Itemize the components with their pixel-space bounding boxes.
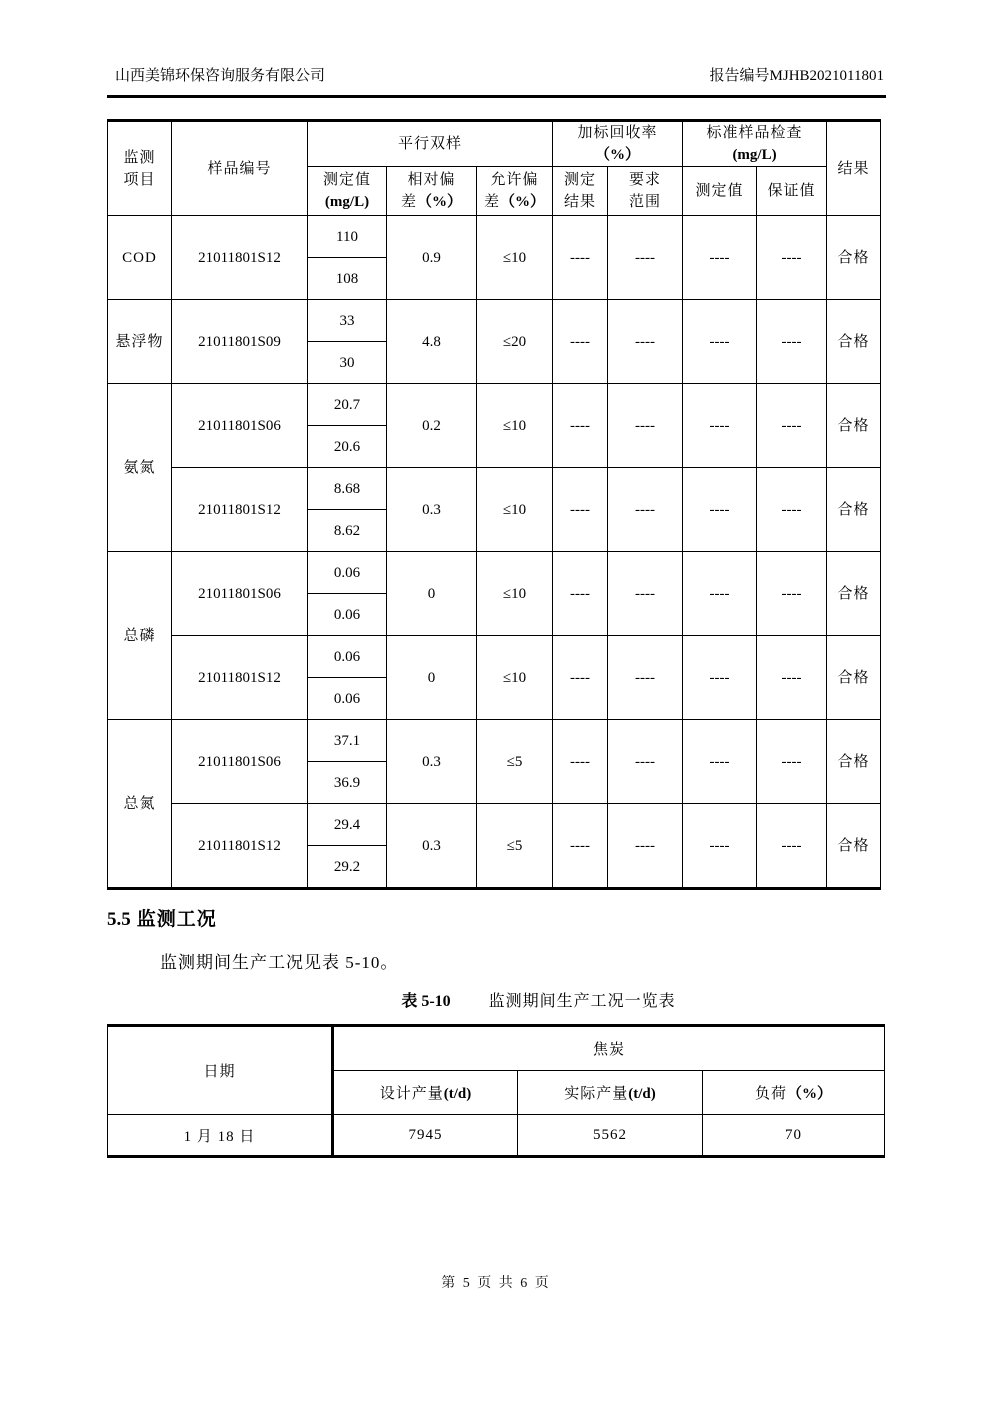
cell-result: 合格 xyxy=(827,216,881,300)
table-caption-title: 监测期间生产工况一览表 xyxy=(488,993,676,1010)
cell-required-range: ---- xyxy=(608,804,683,889)
header-design-label: 设计产量 xyxy=(379,1086,444,1102)
header-spike-result-line2: 结果 xyxy=(563,194,596,210)
table-row xyxy=(108,804,881,846)
header-standard-unit: (mg/L) xyxy=(732,147,777,163)
cell-result: 合格 xyxy=(827,468,881,552)
cell-sample-id: 21011801S12 xyxy=(172,216,308,300)
cell-value-1: 0.06 xyxy=(308,636,387,678)
header-measured-value xyxy=(308,167,387,216)
table-row xyxy=(108,468,881,510)
header-actual-unit: (t/d) xyxy=(628,1086,656,1102)
header-spike-recovery xyxy=(553,121,683,167)
cell-relative-deviation: 0.3 xyxy=(387,804,477,889)
cell-item: 悬浮物 xyxy=(108,300,172,384)
cell-std-certified: ---- xyxy=(757,384,827,468)
cell-std-measured: ---- xyxy=(683,636,757,720)
cell-sample-id: 21011801S06 xyxy=(172,384,308,468)
header-spike-result xyxy=(553,167,608,216)
cell-value-1: 33 xyxy=(308,300,387,342)
header-range-line1: 要求 xyxy=(629,172,662,188)
cell-required-range: ---- xyxy=(608,216,683,300)
table-caption xyxy=(149,988,928,1011)
cell-std-measured: ---- xyxy=(683,468,757,552)
header-standard-line1: 标准样品检查 xyxy=(706,125,803,141)
cell-design-output: 7945 xyxy=(333,1115,518,1157)
header-design-output xyxy=(333,1071,518,1115)
cell-allowed-deviation: ≤5 xyxy=(477,804,553,889)
header-allow-line2: 差 xyxy=(483,194,500,210)
cell-std-measured: ---- xyxy=(683,216,757,300)
cell-value-1: 8.68 xyxy=(308,468,387,510)
cell-required-range: ---- xyxy=(608,636,683,720)
header-std-measured: 测定值 xyxy=(683,167,757,216)
cell-std-certified: ---- xyxy=(757,720,827,804)
header-load-label: 负荷 xyxy=(755,1086,788,1102)
cell-allowed-deviation: ≤5 xyxy=(477,720,553,804)
cell-sample-id: 21011801S12 xyxy=(172,636,308,720)
header-sample-id: 样品编号 xyxy=(172,121,308,216)
cell-allowed-deviation: ≤10 xyxy=(477,636,553,720)
cell-relative-deviation: 0.3 xyxy=(387,720,477,804)
table-row xyxy=(108,1115,885,1157)
cell-spike-result: ---- xyxy=(553,216,608,300)
header-spike-line1: 加标回收率 xyxy=(577,125,658,141)
cell-required-range: ---- xyxy=(608,468,683,552)
header-relative-deviation xyxy=(387,167,477,216)
cell-spike-result: ---- xyxy=(553,804,608,889)
section-heading xyxy=(107,904,886,931)
table-row xyxy=(108,1026,885,1071)
table-row xyxy=(108,300,881,342)
cell-required-range: ---- xyxy=(608,300,683,384)
cell-result: 合格 xyxy=(827,552,881,636)
cell-value-2: 108 xyxy=(308,258,387,300)
cell-allowed-deviation: ≤10 xyxy=(477,468,553,552)
header-result: 结果 xyxy=(827,121,881,216)
header-item xyxy=(108,121,172,216)
cell-required-range: ---- xyxy=(608,720,683,804)
cell-spike-result: ---- xyxy=(553,300,608,384)
cell-allowed-deviation: ≤10 xyxy=(477,552,553,636)
table-row xyxy=(108,552,881,594)
header-spike-result-line1: 测定 xyxy=(563,172,596,188)
header-std-certified: 保证值 xyxy=(757,167,827,216)
cell-result: 合格 xyxy=(827,804,881,889)
cell-value-2: 0.06 xyxy=(308,678,387,720)
header-actual-label: 实际产量 xyxy=(564,1086,629,1102)
cell-allowed-deviation: ≤20 xyxy=(477,300,553,384)
cell-sample-id: 21011801S06 xyxy=(172,552,308,636)
cell-relative-deviation: 0.2 xyxy=(387,384,477,468)
header-item-line2: 项目 xyxy=(123,171,156,188)
header-spike-unit: （%） xyxy=(595,147,641,163)
cell-sample-id: 21011801S12 xyxy=(172,468,308,552)
cell-value-2: 29.2 xyxy=(308,846,387,889)
cell-actual-output: 5562 xyxy=(518,1115,703,1157)
cell-sample-id: 21011801S06 xyxy=(172,720,308,804)
page-content xyxy=(107,0,886,1158)
production-status-table xyxy=(107,1024,885,1158)
cell-std-measured: ---- xyxy=(683,300,757,384)
cell-allowed-deviation: ≤10 xyxy=(477,216,553,300)
cell-std-certified: ---- xyxy=(757,552,827,636)
qa-results-table xyxy=(107,119,881,890)
cell-std-measured: ---- xyxy=(683,720,757,804)
report-number: 报告编号MJHB2021011801 xyxy=(709,68,884,84)
cell-relative-deviation: 0.3 xyxy=(387,468,477,552)
cell-std-measured: ---- xyxy=(683,552,757,636)
table-caption-number: 表 5-10 xyxy=(401,993,451,1010)
header-load xyxy=(703,1071,885,1115)
cell-std-certified: ---- xyxy=(757,216,827,300)
cell-required-range: ---- xyxy=(608,384,683,468)
cell-value-1: 0.06 xyxy=(308,552,387,594)
cell-relative-deviation: 4.8 xyxy=(387,300,477,384)
header-load-unit: （%） xyxy=(787,1086,833,1102)
table-row xyxy=(108,216,881,258)
table-row xyxy=(108,636,881,678)
header-date: 日期 xyxy=(108,1026,333,1115)
header-design-unit: (t/d) xyxy=(443,1086,472,1102)
page-header xyxy=(107,0,886,86)
header-divider xyxy=(107,95,886,98)
header-coke: 焦炭 xyxy=(333,1026,885,1071)
cell-relative-deviation: 0 xyxy=(387,552,477,636)
header-rel-line1: 相对偏 xyxy=(407,172,456,188)
cell-spike-result: ---- xyxy=(553,720,608,804)
header-allow-unit: （%） xyxy=(500,194,546,210)
cell-spike-result: ---- xyxy=(553,552,608,636)
cell-std-certified: ---- xyxy=(757,300,827,384)
section-number: 5.5 xyxy=(107,909,131,930)
cell-item: COD xyxy=(108,216,172,300)
header-required-range xyxy=(608,167,683,216)
cell-value-2: 20.6 xyxy=(308,426,387,468)
cell-sample-id: 21011801S12 xyxy=(172,804,308,889)
cell-result: 合格 xyxy=(827,384,881,468)
cell-allowed-deviation: ≤10 xyxy=(477,384,553,468)
cell-std-certified: ---- xyxy=(757,804,827,889)
cell-sample-id: 21011801S09 xyxy=(172,300,308,384)
cell-value-1: 110 xyxy=(308,216,387,258)
cell-std-certified: ---- xyxy=(757,636,827,720)
body-paragraph: 监测期间生产工况见表 5-10。 xyxy=(160,953,399,972)
header-measured-line1: 测定值 xyxy=(322,172,371,188)
cell-value-1: 29.4 xyxy=(308,804,387,846)
cell-date: 1 月 18 日 xyxy=(108,1115,333,1157)
cell-result: 合格 xyxy=(827,636,881,720)
header-parallel-samples: 平行双样 xyxy=(308,121,553,167)
cell-result: 合格 xyxy=(827,720,881,804)
cell-value-2: 30 xyxy=(308,342,387,384)
section-title: 监测工况 xyxy=(136,909,217,930)
cell-value-2: 0.06 xyxy=(308,594,387,636)
header-actual-output xyxy=(518,1071,703,1115)
header-rel-line2: 差 xyxy=(400,194,417,210)
cell-value-1: 37.1 xyxy=(308,720,387,762)
cell-required-range: ---- xyxy=(608,552,683,636)
cell-std-measured: ---- xyxy=(683,384,757,468)
cell-relative-deviation: 0 xyxy=(387,636,477,720)
cell-relative-deviation: 0.9 xyxy=(387,216,477,300)
cell-item: 总磷 xyxy=(108,552,172,720)
header-allowed-deviation xyxy=(477,167,553,216)
cell-std-certified: ---- xyxy=(757,468,827,552)
header-standard-sample xyxy=(683,121,827,167)
cell-load: 70 xyxy=(703,1115,885,1157)
table-row xyxy=(108,384,881,426)
cell-std-measured: ---- xyxy=(683,804,757,889)
cell-result: 合格 xyxy=(827,300,881,384)
cell-value-2: 8.62 xyxy=(308,510,387,552)
table-row xyxy=(108,720,881,762)
cell-item: 总氮 xyxy=(108,720,172,889)
cell-value-1: 20.7 xyxy=(308,384,387,426)
company-name: 山西美锦环保咨询服务有限公司 xyxy=(115,68,326,84)
header-item-line1: 监测 xyxy=(123,149,156,166)
cell-spike-result: ---- xyxy=(553,384,608,468)
header-allow-line1: 允许偏 xyxy=(490,172,539,188)
cell-spike-result: ---- xyxy=(553,636,608,720)
header-row-1 xyxy=(108,121,881,167)
page-number: 第 5 页 共 6 页 xyxy=(441,1276,551,1291)
cell-spike-result: ---- xyxy=(553,468,608,552)
header-measured-unit: (mg/L) xyxy=(324,194,370,210)
header-range-line2: 范围 xyxy=(629,194,662,210)
cell-item: 氨氮 xyxy=(108,384,172,552)
cell-value-2: 36.9 xyxy=(308,762,387,804)
header-rel-unit: （%） xyxy=(417,194,463,210)
